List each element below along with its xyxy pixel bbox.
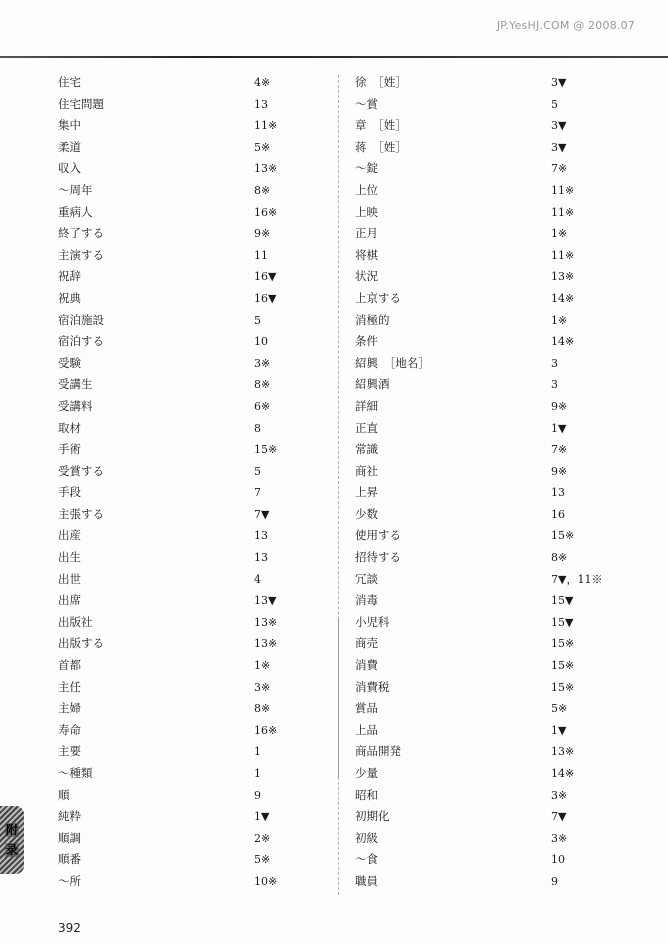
entry-lesson-ref: 1※ — [551, 227, 568, 241]
index-entry — [58, 396, 328, 418]
entry-lesson-ref: 11 — [254, 248, 268, 262]
entry-lesson-ref: 10※ — [254, 874, 278, 888]
index-entry — [355, 785, 655, 807]
entry-term: ～所 — [58, 873, 81, 888]
index-entry — [58, 374, 328, 396]
entry-term: 祝辞 — [58, 269, 81, 284]
index-entry — [58, 288, 328, 310]
index-column-right — [355, 72, 655, 893]
index-entry — [58, 461, 328, 483]
index-entry — [355, 633, 655, 655]
entry-term: 少量 — [355, 766, 378, 780]
header-rule — [0, 56, 668, 58]
entry-lesson-ref: 1 — [254, 767, 261, 780]
index-column-left — [58, 72, 328, 893]
index-entry — [355, 504, 655, 526]
entry-term: 首都 — [58, 658, 81, 673]
index-entry — [58, 310, 328, 332]
entry-lesson-ref: 5※ — [551, 702, 568, 716]
entry-lesson-ref: 16▼ — [254, 270, 277, 284]
entry-term: 住宅 — [58, 75, 81, 89]
entry-lesson-ref: 7▼ — [254, 507, 270, 521]
entry-term: 使用する — [355, 528, 401, 543]
entry-lesson-ref: 13※ — [254, 162, 278, 176]
entry-lesson-ref: 9 — [551, 874, 558, 888]
entry-lesson-ref: 7▼ — [551, 810, 567, 824]
entry-term: 宿泊施設 — [58, 312, 104, 327]
entry-term: 住宅問題 — [58, 96, 104, 111]
index-entry — [58, 439, 328, 461]
index-entry — [58, 806, 328, 828]
entry-lesson-ref: 7※ — [551, 443, 568, 457]
entry-term: 主張する — [58, 506, 104, 521]
index-entry — [355, 439, 655, 461]
side-tab-char: 附 — [5, 823, 18, 837]
entry-term: 章 ［姓］ — [355, 118, 407, 133]
entry-lesson-ref: 5※ — [254, 853, 271, 867]
entry-term: 出産 — [58, 528, 81, 543]
entry-lesson-ref: 14※ — [551, 291, 575, 305]
entry-lesson-ref: 3 — [551, 378, 558, 392]
entry-term: 受講生 — [58, 377, 93, 392]
entry-term: 主要 — [58, 744, 81, 759]
entry-term: 順調 — [58, 830, 81, 845]
index-entry — [355, 525, 655, 547]
entry-term: 状況 — [355, 269, 378, 284]
appendix-side-tab — [0, 806, 24, 874]
index-entry — [58, 677, 328, 699]
entry-term: 受験 — [58, 355, 81, 370]
entry-term: 消毒 — [355, 593, 378, 608]
index-entry — [355, 180, 655, 202]
entry-lesson-ref: 3※ — [551, 831, 568, 845]
index-entry — [355, 849, 655, 871]
index-entry — [355, 720, 655, 742]
index-entry — [355, 547, 655, 569]
index-entry — [355, 72, 655, 94]
index-entry — [58, 612, 328, 634]
entry-term: 常識 — [355, 442, 378, 457]
index-entry — [58, 137, 328, 159]
entry-term: 職員 — [355, 873, 378, 888]
entry-lesson-ref: 3※ — [551, 788, 568, 802]
entry-lesson-ref: 7▼，11※ — [551, 572, 603, 586]
entry-term: ～賞 — [355, 96, 378, 111]
index-entry — [355, 245, 655, 267]
entry-lesson-ref: 15▼ — [551, 615, 574, 629]
entry-lesson-ref: 16▼ — [254, 291, 277, 305]
index-entry — [58, 569, 328, 591]
watermark: JP.YesHJ.COM @ 2008.07 — [496, 19, 635, 32]
entry-lesson-ref: 4※ — [254, 76, 271, 89]
entry-term: 手術 — [58, 442, 81, 457]
entry-term: 主婦 — [58, 701, 81, 716]
entry-lesson-ref: 8※ — [254, 702, 271, 716]
entry-lesson-ref: 5 — [254, 464, 261, 478]
index-entry — [58, 482, 328, 504]
entry-lesson-ref: 15▼ — [551, 594, 574, 608]
index-entry — [58, 158, 328, 180]
entry-term: 祝典 — [58, 290, 81, 305]
column-divider-solid — [338, 618, 339, 778]
index-entry — [355, 569, 655, 591]
entry-lesson-ref: 9 — [254, 788, 261, 802]
entry-term: 紹興 ［地名］ — [355, 355, 430, 370]
entry-term: 宿泊する — [58, 334, 104, 349]
index-entry — [58, 590, 328, 612]
entry-lesson-ref: 16※ — [254, 723, 278, 737]
index-entry — [58, 245, 328, 267]
entry-lesson-ref: 16※ — [254, 205, 278, 219]
entry-term: 出席 — [58, 593, 81, 608]
index-entry — [58, 547, 328, 569]
entry-term: 上京する — [355, 290, 401, 305]
entry-term: 徐 ［姓］ — [355, 75, 407, 89]
entry-term: 柔道 — [58, 139, 81, 154]
side-tab-char: 录 — [5, 843, 18, 857]
entry-lesson-ref: 1▼ — [254, 810, 270, 824]
index-entry — [355, 288, 655, 310]
index-entry — [58, 828, 328, 850]
entry-lesson-ref: 9※ — [551, 399, 568, 413]
entry-lesson-ref: 11※ — [551, 183, 575, 197]
entry-term: ～食 — [355, 852, 378, 867]
index-entry — [58, 698, 328, 720]
entry-lesson-ref: 4 — [254, 572, 261, 586]
index-entry — [58, 763, 328, 785]
entry-lesson-ref: 1▼ — [551, 723, 567, 737]
entry-lesson-ref: 3▼ — [551, 140, 567, 154]
entry-term: 消費税 — [355, 679, 390, 694]
entry-term: 条件 — [355, 334, 378, 349]
entry-term: 招待する — [355, 550, 401, 565]
index-entry — [355, 115, 655, 137]
entry-lesson-ref: 8※ — [551, 551, 568, 565]
index-entry — [355, 374, 655, 396]
entry-term: 商品開発 — [355, 744, 401, 759]
entry-term: ～種類 — [58, 766, 93, 780]
entry-lesson-ref: 15※ — [254, 443, 278, 457]
entry-term: 上昇 — [355, 485, 378, 500]
entry-term: ～周年 — [58, 182, 93, 197]
entry-term: 出世 — [58, 571, 81, 586]
entry-lesson-ref: 15※ — [551, 637, 575, 651]
index-entry — [355, 806, 655, 828]
entry-term: 集中 — [58, 118, 81, 133]
entry-lesson-ref: 5 — [254, 313, 261, 327]
index-entry — [58, 504, 328, 526]
entry-term: 上映 — [355, 204, 378, 219]
entry-term: 小児科 — [355, 614, 390, 629]
entry-lesson-ref: 13 — [551, 486, 565, 500]
index-entry — [355, 137, 655, 159]
index-entry — [355, 871, 655, 893]
index-entry — [355, 202, 655, 224]
entry-lesson-ref: 13▼ — [254, 594, 277, 608]
entry-term: 出版社 — [58, 614, 93, 629]
index-entry — [355, 418, 655, 440]
entry-lesson-ref: 1▼ — [551, 421, 567, 435]
entry-term: 正直 — [355, 420, 378, 435]
entry-lesson-ref: 5 — [551, 97, 558, 111]
entry-term: 受賞する — [58, 463, 104, 478]
index-entry — [355, 612, 655, 634]
entry-term: 主演する — [58, 247, 104, 262]
index-entry — [355, 396, 655, 418]
entry-term: 主任 — [58, 679, 81, 694]
index-entry — [355, 353, 655, 375]
entry-term: ～錠 — [355, 161, 378, 176]
index-entry — [58, 525, 328, 547]
entry-lesson-ref: 11※ — [254, 119, 278, 133]
entry-term: 寿命 — [58, 722, 81, 737]
index-entry — [58, 353, 328, 375]
index-entry — [58, 785, 328, 807]
entry-lesson-ref: 15※ — [551, 680, 575, 694]
index-entry — [355, 590, 655, 612]
entry-term: 取材 — [58, 420, 81, 435]
entry-lesson-ref: 13 — [254, 551, 268, 565]
entry-term: 冗談 — [355, 571, 378, 586]
page-number: 392 — [58, 921, 81, 935]
entry-term: 純粋 — [58, 809, 81, 824]
entry-term: 手段 — [58, 485, 81, 500]
index-entry — [355, 223, 655, 245]
entry-lesson-ref: 8 — [254, 421, 261, 435]
index-entry — [355, 331, 655, 353]
index-entry — [58, 331, 328, 353]
entry-lesson-ref: 9※ — [254, 227, 271, 241]
entry-lesson-ref: 3▼ — [551, 76, 567, 89]
entry-term: 終了する — [58, 226, 104, 241]
entry-lesson-ref: 1 — [254, 745, 261, 759]
index-entry — [355, 482, 655, 504]
entry-lesson-ref: 15※ — [551, 529, 575, 543]
entry-term: 少数 — [355, 506, 378, 521]
entry-lesson-ref: 16 — [551, 507, 565, 521]
entry-lesson-ref: 13※ — [551, 745, 575, 759]
entry-lesson-ref: 14※ — [551, 767, 575, 780]
entry-lesson-ref: 13※ — [254, 637, 278, 651]
entry-lesson-ref: 3 — [551, 356, 558, 370]
entry-lesson-ref: 1※ — [551, 313, 568, 327]
entry-lesson-ref: 3※ — [254, 356, 271, 370]
entry-term: 蒋 ［姓］ — [355, 139, 407, 154]
index-entry — [58, 180, 328, 202]
index-entry — [58, 223, 328, 245]
index-entry — [58, 202, 328, 224]
entry-term: 消極的 — [355, 312, 390, 327]
index-entry — [355, 266, 655, 288]
entry-term: 初期化 — [355, 809, 390, 824]
index-entry — [355, 763, 655, 785]
entry-lesson-ref: 1※ — [254, 659, 271, 673]
entry-lesson-ref: 13 — [254, 97, 268, 111]
entry-term: 将棋 — [355, 247, 378, 262]
entry-term: 賞品 — [355, 701, 378, 716]
entry-term: 初級 — [355, 830, 378, 845]
entry-lesson-ref: 2※ — [254, 831, 271, 845]
index-entry — [58, 94, 328, 116]
entry-lesson-ref: 3※ — [254, 680, 271, 694]
index-entry — [355, 655, 655, 677]
entry-term: 収入 — [58, 161, 81, 176]
entry-lesson-ref: 3▼ — [551, 119, 567, 133]
entry-lesson-ref: 10 — [254, 335, 268, 349]
entry-lesson-ref: 11※ — [551, 205, 575, 219]
entry-term: 上品 — [355, 722, 378, 737]
index-entry — [58, 871, 328, 893]
entry-term: 昭和 — [355, 787, 378, 802]
entry-term: 消費 — [355, 658, 378, 673]
entry-lesson-ref: 13※ — [551, 270, 575, 284]
entry-term: 上位 — [355, 182, 378, 197]
entry-term: 詳細 — [355, 398, 378, 413]
entry-lesson-ref: 13※ — [254, 615, 278, 629]
index-entry — [58, 633, 328, 655]
index-entry — [58, 418, 328, 440]
entry-lesson-ref: 8※ — [254, 378, 271, 392]
entry-lesson-ref: 7※ — [551, 162, 568, 176]
entry-lesson-ref: 6※ — [254, 399, 271, 413]
entry-term: 出生 — [58, 550, 81, 565]
index-entry — [58, 741, 328, 763]
index-entry — [355, 94, 655, 116]
index-entry — [355, 461, 655, 483]
entry-lesson-ref: 10 — [551, 853, 565, 867]
index-entry — [355, 677, 655, 699]
entry-term: 出版する — [58, 636, 104, 651]
entry-term: 受講料 — [58, 398, 93, 413]
index-entry — [58, 115, 328, 137]
index-entry — [355, 828, 655, 850]
entry-lesson-ref: 7 — [254, 486, 261, 500]
index-entry — [58, 720, 328, 742]
entry-lesson-ref: 5※ — [254, 140, 271, 154]
index-entry — [355, 158, 655, 180]
index-entry — [58, 655, 328, 677]
entry-term: 商売 — [355, 636, 378, 651]
entry-lesson-ref: 11※ — [551, 248, 575, 262]
entry-term: 重病人 — [58, 204, 93, 219]
index-entry — [355, 310, 655, 332]
entry-lesson-ref: 8※ — [254, 183, 271, 197]
index-entry — [58, 72, 328, 94]
index-entry — [355, 698, 655, 720]
index-entry — [355, 741, 655, 763]
entry-term: 順 — [58, 787, 70, 802]
entry-lesson-ref: 9※ — [551, 464, 568, 478]
entry-term: 紹興酒 — [355, 377, 390, 392]
entry-term: 正月 — [355, 226, 378, 241]
entry-lesson-ref: 13 — [254, 529, 268, 543]
entry-term: 商社 — [355, 463, 378, 478]
entry-lesson-ref: 15※ — [551, 659, 575, 673]
index-entry — [58, 849, 328, 871]
entry-term: 順番 — [58, 852, 81, 867]
index-entry — [58, 266, 328, 288]
entry-lesson-ref: 14※ — [551, 335, 575, 349]
